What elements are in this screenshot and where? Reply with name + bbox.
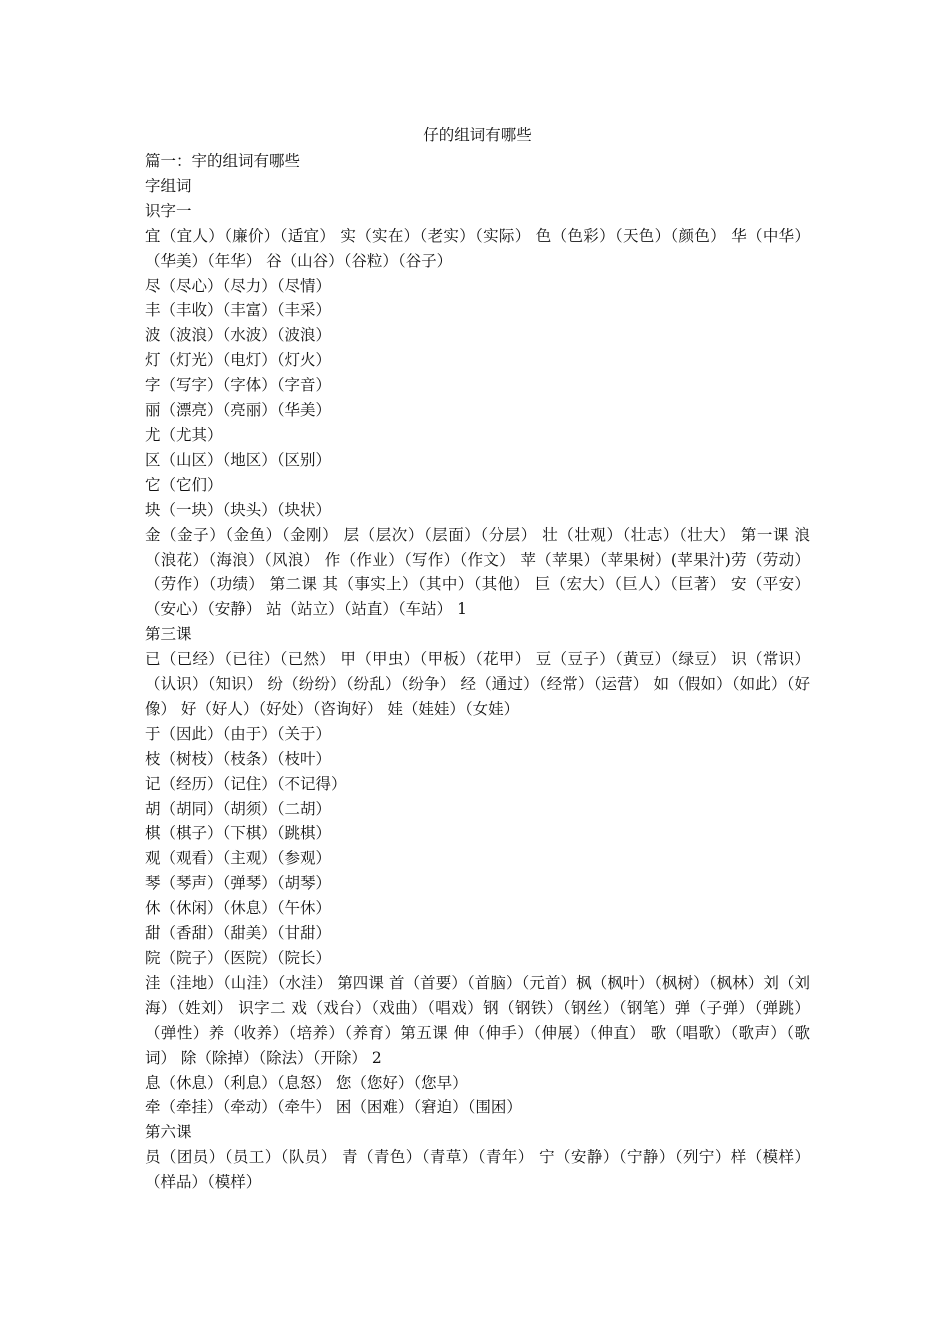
text-line: 宜（宜人）（廉价）（适宜） 实（实在）（老实）（实际） 色（色彩）（天色）（颜色） 华（中华）（华美）（年华） 谷（山谷）（谷粒）（谷子） (145, 226, 810, 270)
document-body (145, 149, 810, 1195)
text-line: 牵（牵挂）（牵动）（牵牛） 困（困难）（窘迫）（围困） (145, 1098, 522, 1117)
text-line: 块（一块）（块头）（块状） (145, 500, 332, 519)
text-line: 棋（棋子）（下棋）（跳棋） (145, 824, 332, 843)
text-line: 识字一 (145, 201, 192, 220)
text-line: 灯（灯光）（电灯）（灯火） (145, 351, 332, 370)
document-title: 仔的组词有哪些 (423, 126, 532, 144)
text-line: 记（经历）（记住）（不记得） (145, 774, 347, 793)
text-line: 已（已经）（已往）（已然） 甲（甲虫）（甲板）（花甲） 豆（豆子）（黄豆）（绿豆） 识（常识）（认识）（知识） 纷（纷纷）（纷乱）（纷争） 经（通过）（经常）（运营） 如（假如）（如此）（好像） 好（好人）（好处）（咨询好） 娃（娃娃）（女娃） (145, 650, 810, 718)
text-line: 洼（洼地）（山洼）（水洼） 第四课 首（首要）（首脑）（元首）枫（枫叶）（枫树）（枫林）刘（刘海）（姓刘） 识字二 戏（戏台）（戏曲）（唱戏）钢（钢铁）（钢丝）（钢笔）弹（子弹）（弹跳）（弹性）养（收养）（培养）（养育）第五课 伸（伸手）（伸展）（伸直） 歌（唱歌）（歌声）（歌词） 除（除掉）（除法）（开除） 2 (145, 973, 810, 1067)
text-line: 字组词 (145, 176, 192, 195)
text-line: 尤（尤其） (145, 425, 223, 444)
text-line: 金（金子）（金鱼）（金刚） 层（层次）（层面）（分层） 壮（壮观）（壮志）（壮大） 第一课 浪（浪花）（海浪）（风浪） 作（作业）（写作）（作文） 苹（苹果）（苹果树）(苹果汁)劳（劳动）（劳作）（功绩） 第二课 其（事实上）（其中）（其他） 巨（宏大）（巨人）（巨著） 安（平安）（安心）（安静） 站（站立）（站直）（车站） 1 (145, 525, 810, 619)
text-line: 甜（香甜）（甜美）（甘甜） (145, 924, 332, 943)
text-line: 丰（丰收）（丰富）（丰采） (145, 301, 332, 320)
text-line: 波（波浪）（水波）（波浪） (145, 326, 332, 345)
text-line: 胡（胡同）（胡须）（二胡） (145, 799, 332, 818)
text-line: 于（因此）（由于）（关于） (145, 724, 332, 743)
text-line: 篇一：宇的组词有哪些 (145, 152, 301, 170)
text-line: 院（院子）（医院）（院长） (145, 949, 332, 967)
text-line: 枝（树枝）（枝条）（枝叶） (145, 749, 332, 768)
text-line: 观（观看）（主观）（参观） (145, 849, 332, 868)
text-line: 尽（尽心）（尽力）（尽情） (145, 276, 332, 295)
text-line: 息（休息）（利息）（息怒） 您（您好）（您早） (145, 1073, 468, 1092)
text-line: 字（写字）（字体）（字音） (145, 376, 332, 395)
text-line: 琴（琴声）（弹琴）（胡琴） (145, 874, 332, 893)
text-line: 区（山区）（地区）（区别） (145, 450, 332, 469)
text-line: 第六课 (145, 1123, 192, 1142)
document-page (145, 123, 810, 1195)
text-line: 第三课 (145, 625, 192, 644)
text-line: 丽（漂亮）（亮丽）（华美） (145, 401, 332, 420)
text-line: 休（休闲）（休息）（午休） (145, 899, 332, 918)
text-line: 它（它们） (145, 475, 223, 494)
text-line: 员（团员）（员工）（队员） 青（青色）（青草）（青年） 宁（安静）（宁静）（列宁）样（模样）（样品）（模样） (145, 1148, 810, 1192)
